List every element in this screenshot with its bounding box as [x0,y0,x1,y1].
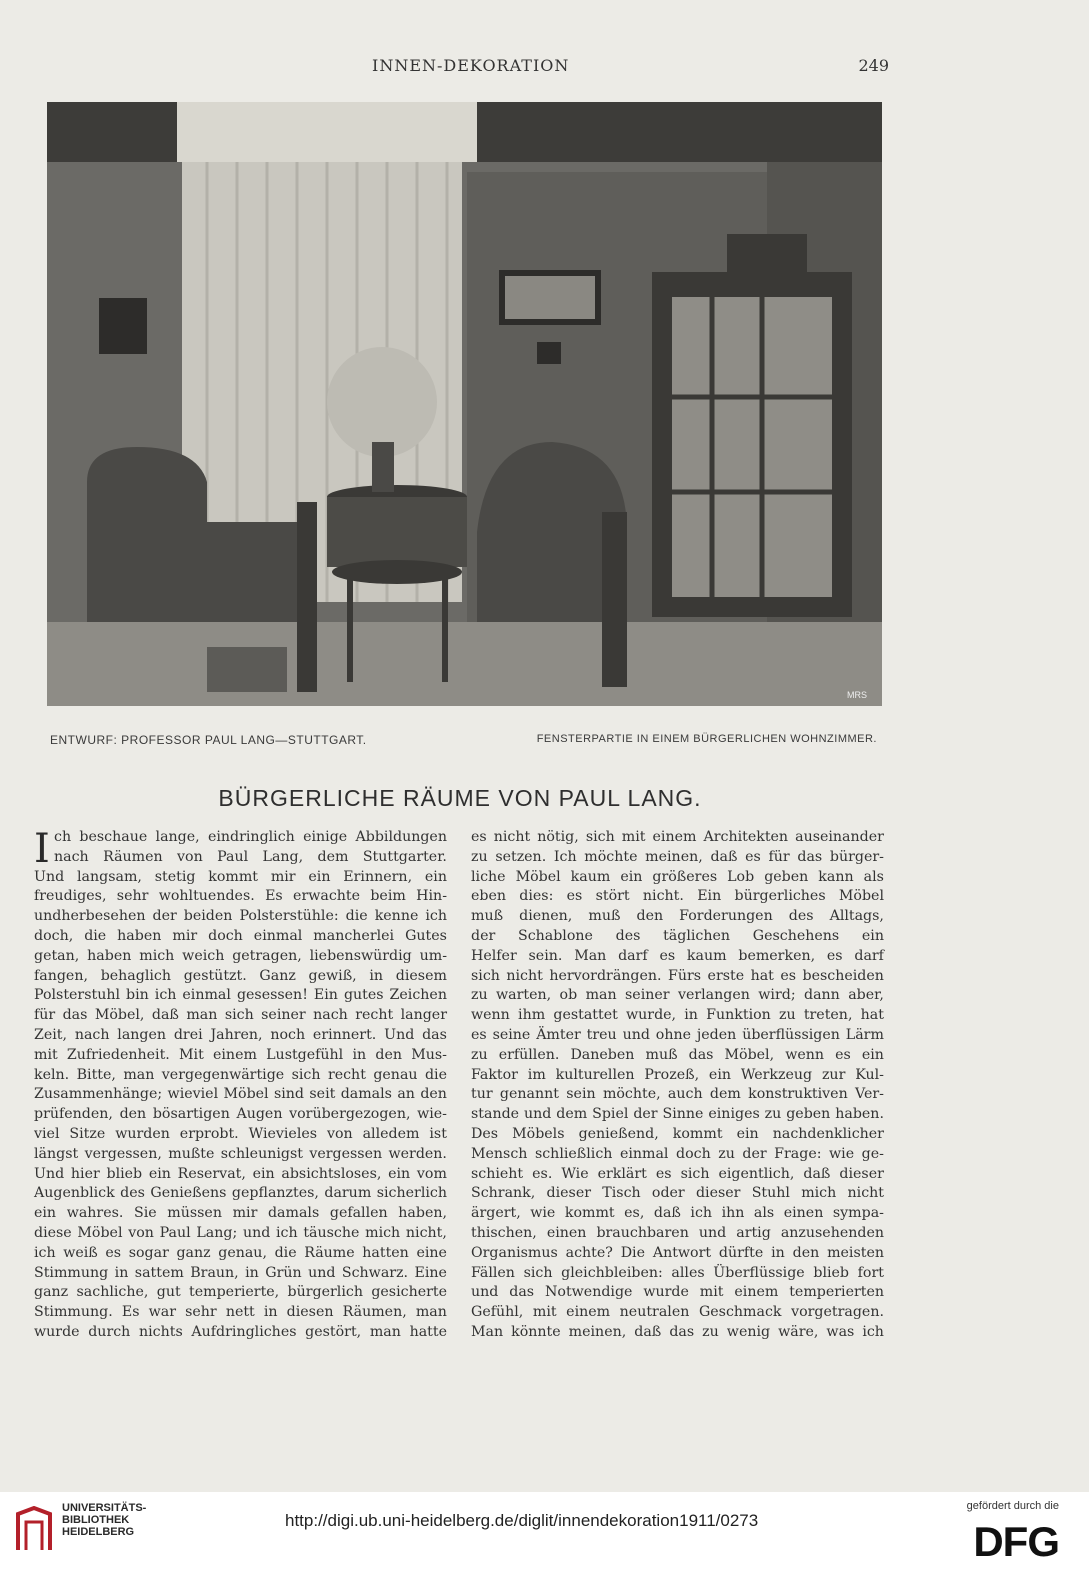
text-line: muß dienen, muß den Forderungen des Alltags, [471,908,884,925]
text-line: ch beschaue lange, eindringlich einige Abbildungen [54,829,447,845]
text-line: liche Möbel kaum ein größeres Lob geben kann als [471,868,884,885]
text-line: Stimmung. Es war sehr nett in diesen Räumen, man [34,1304,447,1321]
text-line: prüfenden, den bösartigen Augen vorübergezogen, wie- [34,1106,447,1123]
text-line: zu setzen. Ich möchte meinen, daß es für das bürger- [471,848,884,865]
text-line: schieht es. Wie erklärt es sich eigentlich, daß dieser [471,1165,884,1182]
text-line: es seine Ämter treu und ohne jeden überflüssigen Lärm [471,1026,884,1043]
text-line: Stimmung in sattem Braun, in Grün und Schwarz. Eine [34,1264,447,1281]
permalink-url[interactable]: http://digi.ub.uni-heidelberg.de/diglit/innendekoration1911/0273 [285,1511,759,1530]
text-line: für das Möbel, daß man sich seiner nach recht langer [34,1007,447,1024]
text-line: Und hier blieb ein Reservat, ein absichtsloses, ein vom [34,1165,447,1182]
page-header [0,56,1089,80]
text-line: keln. Bitte, man vergegenwärtige sich recht genau die [34,1066,447,1083]
text-line: Fällen sich gleichbleiben: alles Überflüssige blieb fort [471,1264,884,1281]
text-line: Organismus achte? Die Antwort dürfte in den meisten [471,1244,884,1261]
text-line: sich nicht hervordrängen. Fürs erste hat es bescheiden [471,967,884,984]
text-line: ich weiß es sogar ganz genau, die Räume hatten eine [34,1244,447,1261]
text-line: getan, haben mich weich getragen, liebenswürdig um- [34,947,447,964]
library-line: UNIVERSITÄTS- [62,1502,147,1514]
text-line: diese Möbel von Paul Lang; und ich täusche mich nicht, [34,1224,447,1241]
text-line: Faktor im kulturellen Prozeß, ein Werkzeug zur Kul- [471,1066,884,1083]
text-line: es nicht nötig, sich mit einem Architekten auseinander [471,829,884,845]
text-line: und das Notwendige wurde mit einem temperierten [471,1284,884,1301]
text-line: der Schablone des täglichen Geschehens ein [471,927,884,944]
caption-room: FENSTERPARTIE IN EINEM BÜRGERLICHEN WOHNZIMMER. [536,733,877,745]
text-line: Man könnte meinen, daß das zu wenig wäre, was ich [471,1323,884,1340]
running-title: INNEN-DEKORATION [372,56,570,75]
text-line: ärgert, wie kommt es, daß ich ihn als einen sympa- [471,1205,884,1222]
article-title: BÜRGERLICHE RÄUME VON PAUL LANG. [218,785,702,811]
text-line: undherbesehen der beiden Polsterstühle: die kenne ich [34,908,447,925]
text-line: Zusammenhänge; wieviel Möbel sind seit damals an den [34,1086,447,1103]
funding-note: gefördert durch die [966,1500,1059,1512]
text-line: Und langsam, stetig kommt mir ein Erinnern, ein [34,868,447,885]
text-column-left [34,828,447,1343]
text-line: Zeit, nach langen drei Jahren, noch erinnert. Und das [34,1026,447,1043]
text-line: stande und dem Spiel der Sinne einiges zu geben haben. [471,1106,884,1123]
drop-cap: I [34,826,50,872]
text-line: mit Zufriedenheit. Mit einem Lustgefühl in den Mus- [34,1046,447,1063]
text-line: viel Sitze wurden erprobt. Wievieles von alledem ist [34,1125,447,1142]
library-line: HEIDELBERG [62,1526,135,1538]
text-line: Helfer sein. Man darf es kaum bemerken, es darf [471,947,884,964]
text-line: fangen, behaglich gestützt. Ganz gewiß, in diesem [34,967,447,984]
text-line: ein wahres. Sie müssen mir damals gefallen haben, [34,1205,447,1222]
page-number: 249 [858,56,889,75]
text-line: längst vergessen, mußte schleunigst vergessen werden. [34,1145,447,1162]
text-line: eben dies: es stört nicht. Ein bürgerliches Möbel [471,888,884,905]
text-line: tur genannt sein möchte, auch dem konstruktiven Ver- [471,1086,884,1103]
dfg-logo: DFG [973,1518,1059,1565]
text-line: Des Möbels genießend, kommt ein nachdenklicher [471,1125,884,1142]
footer-bar [0,1492,1089,1590]
text-line: zu warten, ob man seiner verlangen wird; dann aber, [471,987,884,1004]
text-line: Polsterstuhl bin ich einmal gesessen! Ein gutes Zeichen [34,987,447,1004]
text-column-right [471,828,884,1343]
library-line: BIBLIOTHEK [62,1514,130,1526]
library-logo-icon [14,1506,54,1554]
library-name [62,1502,146,1538]
interior-photograph [47,102,882,706]
photo-mark: MRS [847,690,867,700]
text-line: Mensch schließlich einmal doch zu der Frage: wie ge- [471,1145,884,1162]
text-line: ganz sachliche, gut temperierte, bürgerlich gesicherte [34,1284,447,1301]
text-line: Schrank, dieser Tisch oder dieser Stuhl mich nicht [471,1185,884,1202]
text-line: wurde durch nichts Aufdringliches gestört, man hatte [34,1323,447,1340]
text-line: freudiges, sehr wohltuendes. Es erwachte beim Hin- [34,888,447,905]
text-line: doch, die haben mir doch einmal mancherlei Gutes [34,927,447,944]
caption-designer: ENTWURF: PROFESSOR PAUL LANG—STUTTGART. [50,733,367,747]
text-line: Gefühl, mit einem neutralen Geschmack vorgetragen. [471,1304,884,1321]
text-line: nach Räumen von Paul Lang, dem Stuttgarter. [54,848,447,865]
text-line: zu erfüllen. Daneben muß das Möbel, wenn es ein [471,1046,884,1063]
text-line: wenn ihm gestattet wurde, in Funktion zu treten, hat [471,1007,884,1024]
text-line: Augenblick des Genießens gepflanztes, darum sicherlich [34,1185,447,1202]
text-line: thischen, einen brauchbaren und artig anzusehenden [471,1224,884,1241]
